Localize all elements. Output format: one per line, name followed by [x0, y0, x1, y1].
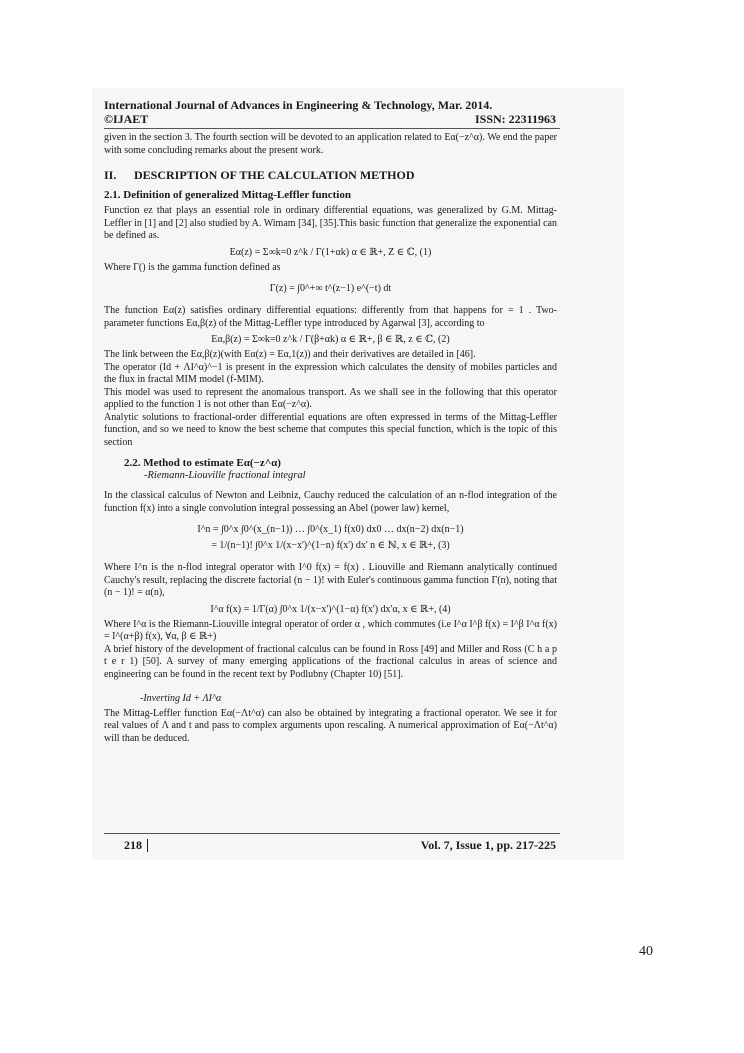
equation-2: Eα,β(z) = Σ∞k=0 z^k / Γ(β+αk) α ∈ ℝ+, β ∈ ℝ, z ∈ ℂ, (2)	[211, 334, 450, 345]
paragraph: Function ez that plays an essential role in ordinary differential equations, was generalized by G.M. Mittag-Leffler in [1] and [2] also studied by A. Wimam [34], [35].This basic function that generalize the exponential can be defined as.	[104, 205, 557, 241]
footer-rule	[104, 833, 560, 834]
header-rule	[104, 128, 560, 129]
paragraph: The operator (Id + ΛI^α)^−1 is present in the expression which calculates the density of mobiles particles and the flux in fractal MIM model (f-MIM).	[104, 361, 557, 385]
subsection-2-2-subtitle: -Riemann-Liouville fractional integral	[144, 470, 306, 481]
page-number: 40	[639, 944, 653, 959]
footer-page: 218	[124, 838, 142, 852]
gamma-equation: Γ(z) = ∫0^+∞ t^(z−1) e^(−t) dt	[269, 283, 392, 294]
paragraph: Where Γ() is the gamma function defined as	[104, 261, 281, 273]
section-number: II.	[104, 168, 117, 182]
paragraph: The Mittag-Leffler function Eα(−Λt^α) can also be obtained by integrating a fractional operator. We see it for real values of Λ and t and pass to complex arguments upon rescaling. A numerical approximation of Eα(−Λt^α) will than be deduced.	[104, 707, 557, 744]
equation-3-line-2: = 1/(n−1)! ∫0^x 1/(x−x')^(1−n) f(x') dx' n ∈ ℕ, x ∈ ℝ+, (3)	[211, 540, 450, 551]
intro-paragraph: given in the section 3. The fourth section will be devoted to an application related to Eα(−z^α). We end the paper with some concluding remarks about the present work.	[104, 132, 557, 156]
equation-1: Eα(z) = Σ∞k=0 z^k / Γ(1+αk) α ∈ ℝ+, Z ∈ ℂ, (1)	[229, 246, 432, 258]
article-body	[104, 132, 557, 745]
page-footer	[124, 838, 556, 853]
paragraph: Where I^n is the n-flod integral operator with I^0 f(x) = f(x) . Liouville and Riemann analytically continued Cauchy's result, replacing the discrete factorial (n − 1)! with Euler's continuous gamma function Γ(n), noting that (n − 1)! = α(n),	[104, 562, 557, 598]
footer-separator	[147, 839, 148, 852]
paragraph: A brief history of the development of fractional calculus can be found in Ross [49] and Miller and Ross (C h a p t e r 1) [50]. A survey of many emerging applications of the fractional calculus in areas of science and engineering can be found in the recent text by Podlubny (Chapter 10) [51].	[104, 643, 557, 680]
journal-header	[104, 98, 556, 126]
issn: ISSN: 22311963	[474, 112, 556, 126]
section-heading	[104, 168, 557, 182]
publisher: ©IJAET	[104, 112, 149, 126]
subsection-2-1-title: 2.1. Definition of generalized Mittag-Leffler function	[104, 189, 351, 201]
paragraph: Analytic solutions to fractional-order differential equations are often expressed in terms of the Mittag-Leffler function, and so we need to know the best scheme that computes this special function, which is the topic of this section	[104, 411, 557, 448]
section-title: DESCRIPTION OF THE CALCULATION METHOD	[134, 168, 415, 182]
paragraph: Where I^α is the Riemann-Liouville integral operator of order α , which commutes (i.e I^α I^β f(x) = I^β I^α f(x) = I^(α+β) f(x), ∀α, β ∈ ℝ+)	[104, 618, 557, 642]
paragraph: The function Eα(z) satisfies ordinary differential equations: differently from that happens for = 1 . Two-parameter functions Eα,β(z) of the Mittag-Leffler type introduced by Agarwal [3], according to	[104, 305, 557, 329]
paragraph: This model was used to represent the anomalous transport. As we shall see in the following that this operator applied to the function 1 is not other than Eα(−z^α).	[104, 386, 557, 410]
footer-volume: Vol. 7, Issue 1, pp. 217-225	[420, 838, 556, 852]
subsection-2-2-title: 2.2. Method to estimate Eα(−z^α)	[124, 457, 281, 469]
inverting-heading: -Inverting Id + ΛI^α	[140, 693, 222, 704]
paragraph: The link between the Eα,β(z)(with Eα(z) = Eα,1(z)) and their derivatives are detailed in [46].	[104, 349, 476, 360]
equation-4: I^α f(x) = 1/Γ(α) ∫0^x 1/(x−x')^(1−α) f(x') dx'α, x ∈ ℝ+, (4)	[210, 603, 451, 615]
journal-title: International Journal of Advances in Engineering & Technology, Mar. 2014.	[104, 98, 493, 112]
paragraph: In the classical calculus of Newton and Leibniz, Cauchy reduced the calculation of an n-flod integration of the function f(x) into a single convolution integral possessing an Abel (power law) kernel,	[104, 490, 557, 514]
equation-3-line-1: I^n = ∫0^x ∫0^(x_(n−1)) … ∫0^(x_1) f(x0) dx0 … dx(n−2) dx(n−1)	[197, 524, 464, 535]
